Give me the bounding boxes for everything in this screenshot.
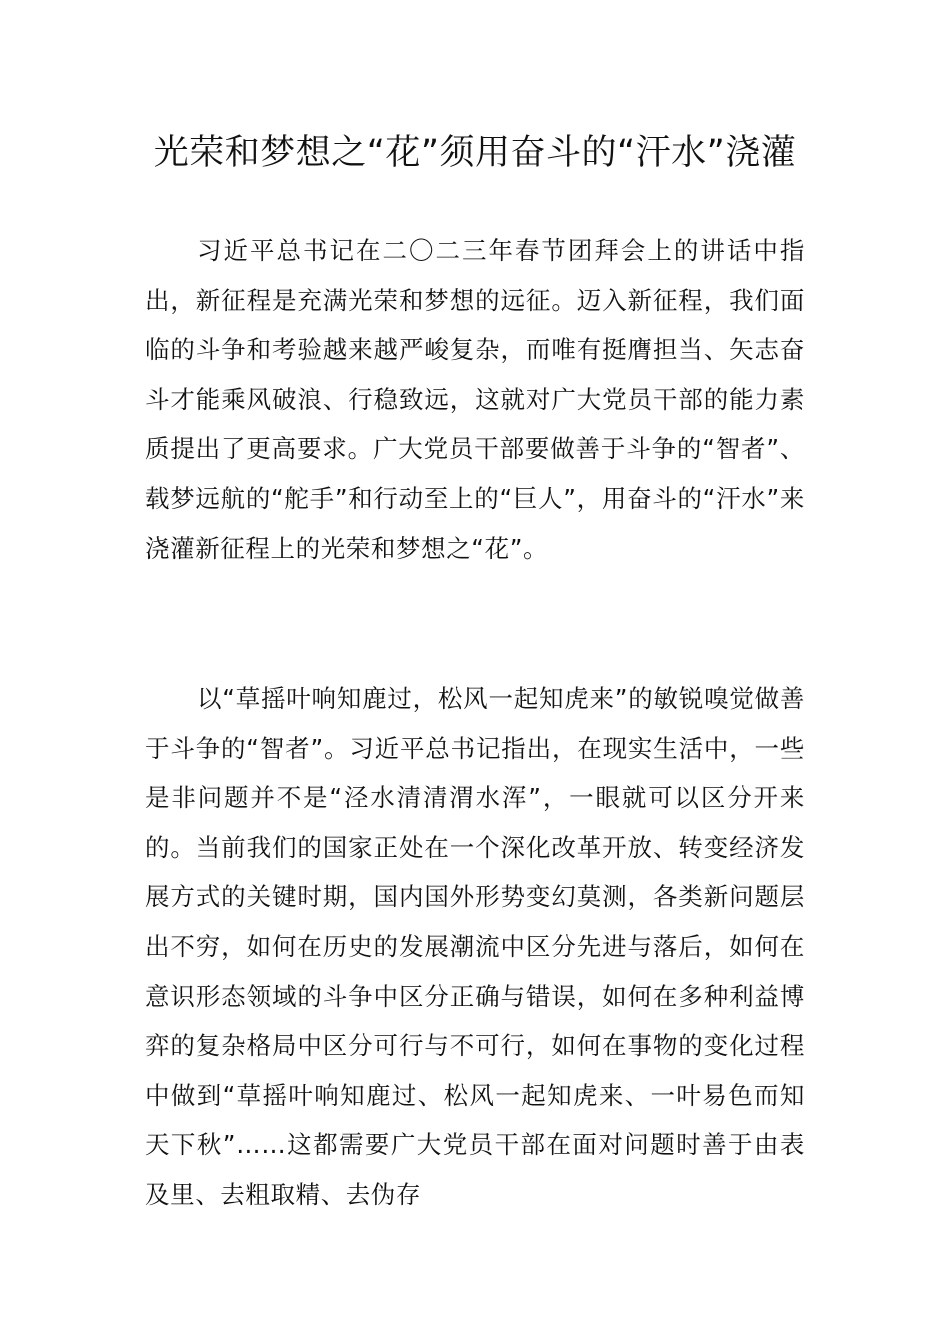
document-title: 光荣和梦想之“花”须用奋斗的“汗水”浇灌	[153, 133, 797, 173]
paragraph-1: 习近平总书记在二〇二三年春节团拜会上的讲话中指出，新征程是充满光荣和梦想的远征。迈入新征程，我们面临的斗争和考验越来越严峻复杂，而唯有挺膺担当、矢志奋斗才能乘风破浪、行稳致远，这就对广大党员干部的能力素质提出了更高要求。广大党员干部要做善于斗争的“智者”、载梦远航的“舵手”和行动至上的“巨人”，用奋斗的“汗水”来浇灌新征程上的光荣和梦想之“花”。	[145, 236, 805, 563]
paragraph-2: 以“草摇叶响知鹿过，松风一起知虎来”的敏锐嗅觉做善于斗争的“智者”。习近平总书记指出，在现实生活中，一些是非问题并不是“泾水清清渭水浑”，一眼就可以区分开来的。当前我们的国家正处在一个深化改革开放、转变经济发展方式的关键时期，国内国外形势变幻莫测，各类新问题层出不穷，如何在历史的发展潮流中区分先进与落后，如何在意识形态领域的斗争中区分正确与错误，如何在多种利益博弈的复杂格局中区分可行与不可行，如何在事物的变化过程中做到“草摇叶响知鹿过、松风一起知虎来、一叶易色而知天下秋”……这都需要广大党员干部在面对问题时善于由表及里、去粗取精、去伪存	[145, 684, 805, 1209]
